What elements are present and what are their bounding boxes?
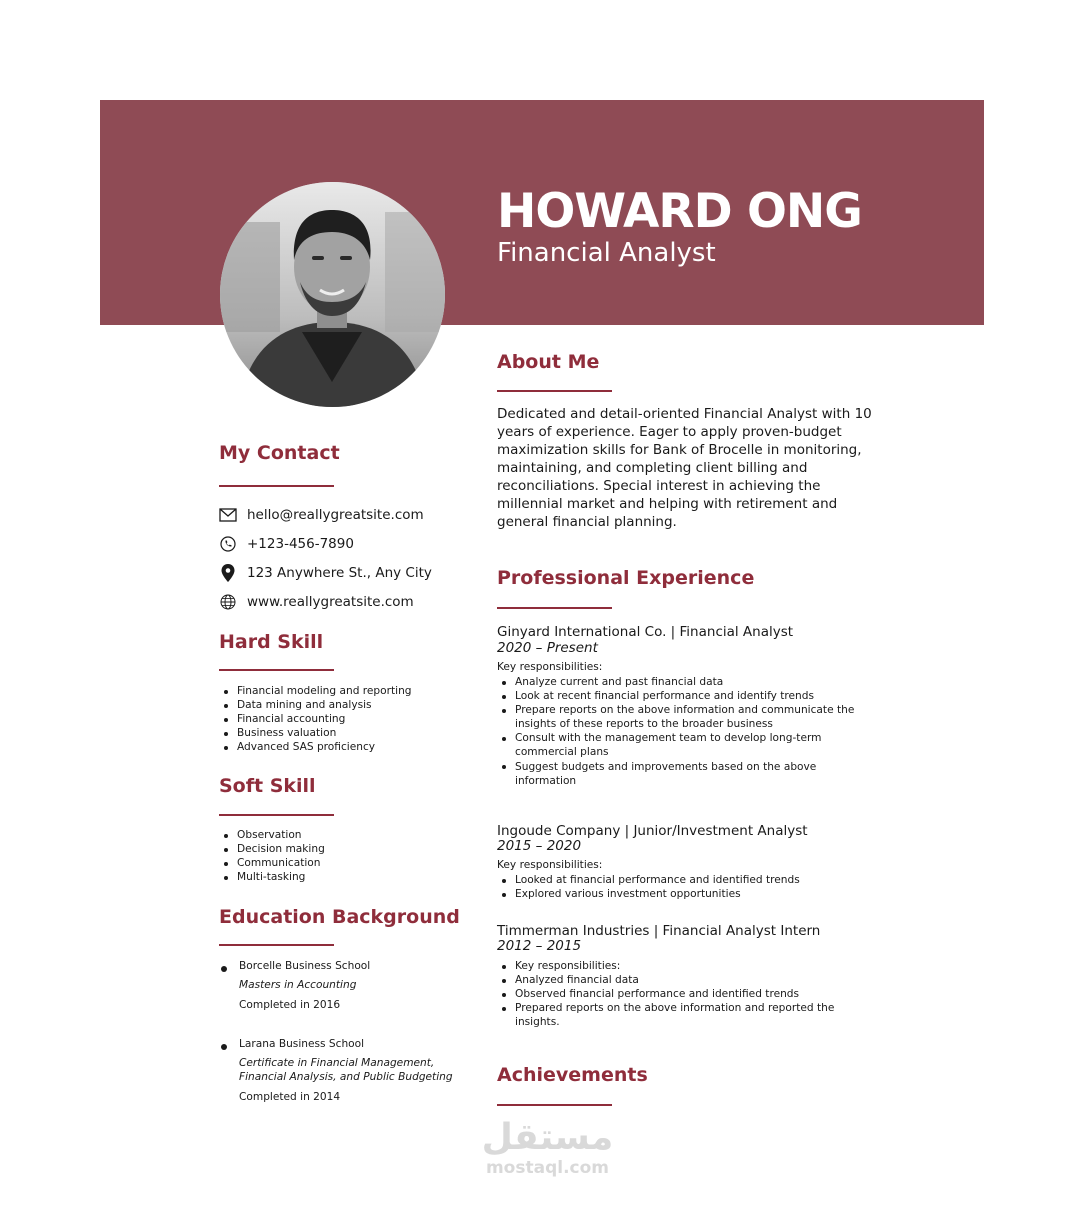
bullet-dot — [221, 966, 227, 972]
contact-section-rule — [219, 485, 334, 487]
list-item: Looked at financial performance and identified trends — [497, 873, 857, 887]
hard-skill-section-rule — [219, 669, 334, 671]
contact-address: 123 Anywhere St., Any City — [247, 565, 432, 581]
list-item: Data mining and analysis — [219, 698, 412, 712]
experience-section-title: Professional Experience — [497, 567, 755, 589]
list-item: Look at recent financial performance and identify trends — [497, 689, 857, 703]
contact-website-row — [219, 591, 414, 613]
about-section-rule — [497, 390, 612, 392]
education-school: Larana Business School — [239, 1038, 365, 1050]
job-heading: Ginyard International Co. | Financial Analyst — [497, 624, 794, 640]
education-degree-line1: Certificate in Financial Management, — [239, 1057, 435, 1069]
list-item: Multi-tasking — [219, 870, 325, 884]
job-dates: 2020 – Present — [497, 640, 598, 656]
watermark — [460, 1118, 635, 1178]
education-degree-line2: Financial Analysis, and Public Budgeting — [239, 1071, 453, 1083]
education-entry — [219, 1038, 469, 1108]
education-degree: Masters in Accounting — [239, 979, 357, 991]
achievements-section-title: Achievements — [497, 1064, 648, 1086]
experience-section-rule — [497, 607, 612, 609]
envelope-icon — [219, 506, 237, 524]
about-text: Dedicated and detail-oriented Financial Analyst with 10 years of experience. Eager to apply proven-budget maximization skills for Bank of Brocelle in monitoring, maintaining, and completing client billing and reconciliations. Special interest in achieving the millennial market and helping with retirement and general financial planning. — [497, 406, 872, 530]
list-item: Advanced SAS proficiency — [219, 740, 412, 754]
list-item: Prepared reports on the above information and reported the insights. — [497, 1001, 857, 1029]
location-pin-icon — [219, 564, 237, 582]
education-completed: Completed in 2016 — [239, 999, 341, 1011]
list-item: Communication — [219, 856, 325, 870]
job-responsibilities — [497, 959, 857, 1029]
globe-icon — [219, 593, 237, 611]
contact-email[interactable]: hello@reallygreatsite.com — [247, 507, 424, 523]
soft-skill-list — [219, 828, 325, 884]
list-item: Decision making — [219, 842, 325, 856]
job-heading: Timmerman Industries | Financial Analyst Intern — [497, 923, 821, 939]
contact-phone-row — [219, 533, 354, 555]
list-item: Business valuation — [219, 726, 412, 740]
education-entry — [219, 960, 469, 1020]
list-item: Analyze current and past financial data — [497, 675, 857, 689]
list-item: Prepare reports on the above information and communicate the insights of these reports to the broader business — [497, 703, 857, 731]
education-completed: Completed in 2014 — [239, 1091, 341, 1103]
list-item: Analyzed financial data — [497, 973, 857, 987]
job-responsibilities — [497, 675, 857, 788]
list-item: Consult with the management team to develop long-term commercial plans — [497, 731, 857, 759]
list-item: Observed financial performance and identified trends — [497, 987, 857, 1001]
list-item: Explored various investment opportunities — [497, 887, 857, 901]
job-key-label: Key responsibilities: — [497, 859, 603, 871]
watermark-arabic: مستقل — [481, 1117, 614, 1158]
list-item: Financial modeling and reporting — [219, 684, 412, 698]
education-section-title: Education Background — [219, 906, 460, 928]
job-dates: 2012 – 2015 — [497, 938, 582, 954]
achievements-section-rule — [497, 1104, 612, 1106]
list-item: Financial accounting — [219, 712, 412, 726]
list-item: Observation — [219, 828, 325, 842]
hard-skill-section-title: Hard Skill — [219, 631, 324, 653]
contact-website[interactable]: www.reallygreatsite.com — [247, 594, 414, 610]
list-item: Suggest budgets and improvements based on the above information — [497, 760, 857, 788]
phone-icon — [219, 535, 237, 553]
person-role: Financial Analyst — [497, 238, 716, 268]
contact-email-row — [219, 504, 424, 526]
about-section-title: About Me — [497, 351, 600, 373]
soft-skill-section-rule — [219, 814, 334, 816]
education-school: Borcelle Business School — [239, 960, 371, 972]
contact-phone[interactable]: +123-456-7890 — [247, 536, 354, 552]
watermark-latin: mostaql.com — [485, 1158, 610, 1178]
profile-photo — [220, 182, 445, 407]
job-responsibilities — [497, 873, 857, 901]
education-section-rule — [219, 944, 334, 946]
contact-section-title: My Contact — [219, 442, 340, 464]
list-item: Key responsibilities: — [497, 959, 857, 973]
contact-address-row — [219, 562, 432, 584]
bullet-dot — [221, 1044, 227, 1050]
job-dates: 2015 – 2020 — [497, 838, 582, 854]
job-heading: Ingoude Company | Junior/Investment Analyst — [497, 823, 808, 839]
hard-skill-list — [219, 684, 412, 754]
job-key-label: Key responsibilities: — [497, 661, 603, 673]
soft-skill-section-title: Soft Skill — [219, 775, 316, 797]
person-name: HOWARD ONG — [497, 184, 862, 239]
